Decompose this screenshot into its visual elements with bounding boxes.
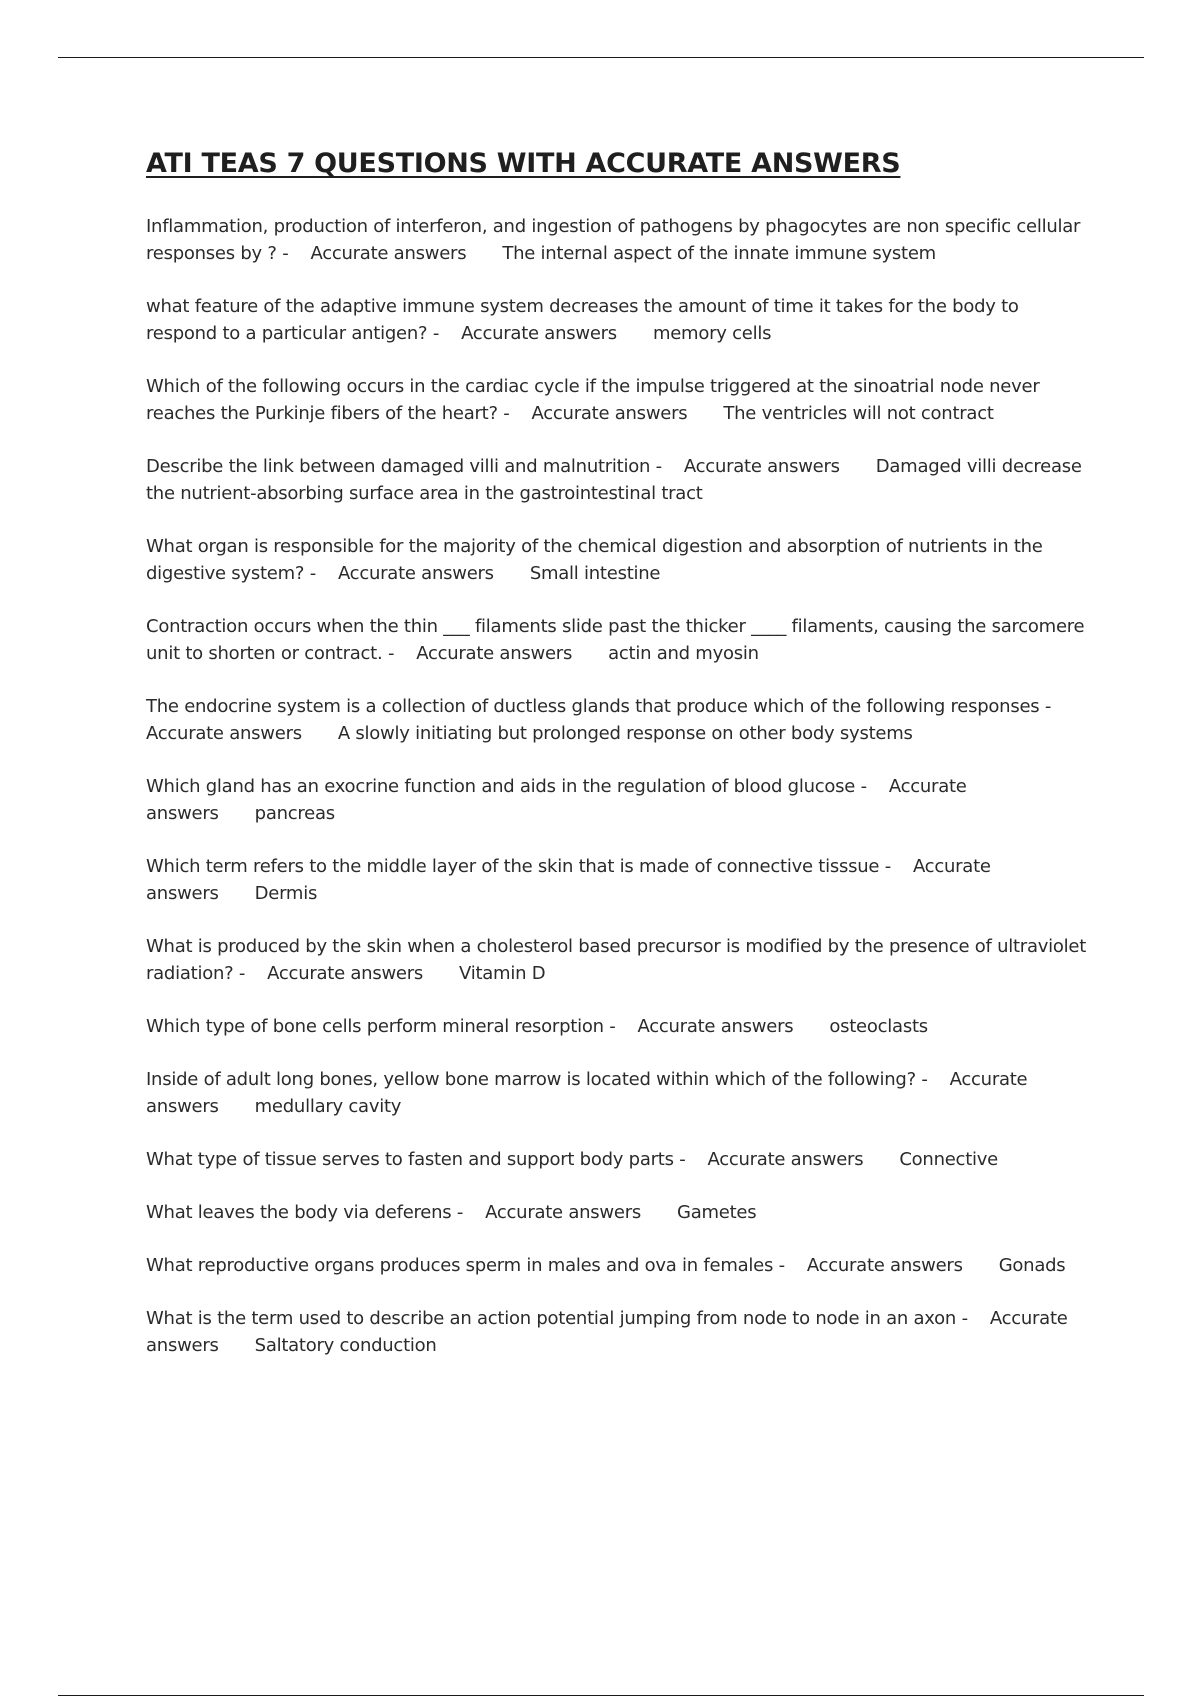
- separator: -: [387, 643, 395, 664]
- question-text: Inflammation, production of interferon, and ingestion of pathogens by phagocytes are non specific cellular responses by ?: [146, 216, 1081, 264]
- answer-text: Small intestine: [529, 563, 661, 584]
- qa-item: [146, 1252, 1091, 1279]
- answer-text: osteoclasts: [829, 1016, 928, 1037]
- answer-text: Vitamin D: [459, 963, 546, 984]
- answer-label: Accurate answers: [683, 456, 840, 477]
- answer-label: Accurate answers: [337, 563, 494, 584]
- qa-item: [146, 293, 1091, 347]
- qa-item: [146, 613, 1091, 667]
- question-text: Describe the link between damaged villi and malnutrition: [146, 456, 651, 477]
- qa-item: [146, 1199, 1091, 1226]
- document-body: [146, 148, 1091, 1385]
- separator: -: [456, 1202, 464, 1223]
- question-text: Which of the following occurs in the cardiac cycle if the impulse triggered at the sinoatrial node never reaches the Purkinje fibers of the heart?: [146, 376, 1040, 424]
- separator: -: [238, 963, 246, 984]
- answer-text: The ventricles will not contract: [723, 403, 994, 424]
- question-text: Which term refers to the middle layer of the skin that is made of connective tisssue: [146, 856, 880, 877]
- question-text: What reproductive organs produces sperm in males and ova in females: [146, 1255, 774, 1276]
- answer-text: Dermis: [254, 883, 318, 904]
- qa-item: [146, 1066, 1091, 1120]
- separator: -: [921, 1069, 928, 1090]
- answer-label: Accurate answers: [146, 1069, 1028, 1117]
- qa-item: [146, 533, 1091, 587]
- qa-item: [146, 933, 1091, 987]
- answer-text: actin and myosin: [608, 643, 759, 664]
- separator: -: [609, 1016, 616, 1037]
- answer-label: Accurate answers: [806, 1255, 963, 1276]
- answer-label: Accurate answers: [267, 963, 424, 984]
- answer-text: pancreas: [254, 803, 335, 824]
- answer-label: Accurate answers: [707, 1149, 864, 1170]
- separator: -: [432, 323, 440, 344]
- answer-text: Saltatory conduction: [254, 1335, 437, 1356]
- separator: -: [655, 456, 662, 477]
- separator: -: [282, 243, 289, 264]
- answer-label: Accurate answers: [637, 1016, 794, 1037]
- qa-item: [146, 1305, 1091, 1359]
- answer-text: Damaged villi decrease the nutrient-absorbing surface area in the gastrointestinal tract: [146, 456, 1082, 504]
- question-text: Inside of adult long bones, yellow bone marrow is located within which of the following?: [146, 1069, 916, 1090]
- question-text: What leaves the body via deferens: [146, 1202, 452, 1223]
- answer-text: memory cells: [652, 323, 772, 344]
- question-text: Which type of bone cells perform mineral resorption: [146, 1016, 604, 1037]
- qa-item: [146, 453, 1091, 507]
- footer-rule: [58, 1695, 1144, 1696]
- answer-text: Gonads: [998, 1255, 1066, 1276]
- question-text: What is the term used to describe an action potential jumping from node to node in an axon: [146, 1308, 957, 1329]
- qa-item: [146, 693, 1091, 747]
- answer-text: Connective: [899, 1149, 998, 1170]
- answer-label: Accurate answers: [146, 856, 991, 904]
- answer-text: medullary cavity: [254, 1096, 402, 1117]
- answer-label: Accurate answers: [310, 243, 467, 264]
- answer-label: Accurate answers: [461, 323, 617, 344]
- separator: -: [309, 563, 316, 584]
- separator: -: [679, 1149, 686, 1170]
- answer-label: Accurate answers: [531, 403, 688, 424]
- separator: -: [860, 776, 867, 797]
- separator: -: [778, 1255, 785, 1276]
- qa-item: [146, 773, 1091, 827]
- answer-label: Accurate answers: [146, 1308, 1068, 1356]
- separator: -: [503, 403, 510, 424]
- separator: -: [961, 1308, 968, 1329]
- header-rule: [58, 57, 1144, 58]
- answer-label: Accurate answers: [146, 723, 302, 744]
- question-text: Which gland has an exocrine function and aids in the regulation of blood glucose: [146, 776, 856, 797]
- separator: -: [884, 856, 891, 877]
- question-text: The endocrine system is a collection of ductless glands that produce which of the following responses: [146, 696, 1040, 717]
- qa-item: [146, 373, 1091, 427]
- question-text: What organ is responsible for the majority of the chemical digestion and absorption of nutrients in the digestive system?: [146, 536, 1043, 584]
- answer-label: Accurate answers: [146, 776, 967, 824]
- answer-label: Accurate answers: [485, 1202, 641, 1223]
- question-text: what feature of the adaptive immune system decreases the amount of time it takes for the body to respond to a particular antigen?: [146, 296, 1019, 344]
- qa-item: [146, 1146, 1091, 1173]
- separator: -: [1044, 696, 1052, 717]
- answer-text: The internal aspect of the innate immune system: [502, 243, 936, 264]
- answer-text: A slowly initiating but prolonged response on other body systems: [337, 723, 913, 744]
- qa-item: [146, 1013, 1091, 1040]
- document-title: ATI TEAS 7 QUESTIONS WITH ACCURATE ANSWERS: [146, 148, 901, 179]
- question-text: Contraction occurs when the thin ___ filaments slide past the thicker ____ filaments, causing the sarcomere unit to shorten or contract.: [146, 616, 1085, 664]
- question-text: What is produced by the skin when a cholesterol based precursor is modified by the presence of ultraviolet radiation?: [146, 936, 1087, 984]
- qa-list: [146, 213, 1091, 1359]
- answer-text: Gametes: [677, 1202, 757, 1223]
- answer-label: Accurate answers: [416, 643, 573, 664]
- qa-item: [146, 213, 1091, 267]
- qa-item: [146, 853, 1091, 907]
- question-text: What type of tissue serves to fasten and support body parts: [146, 1149, 674, 1170]
